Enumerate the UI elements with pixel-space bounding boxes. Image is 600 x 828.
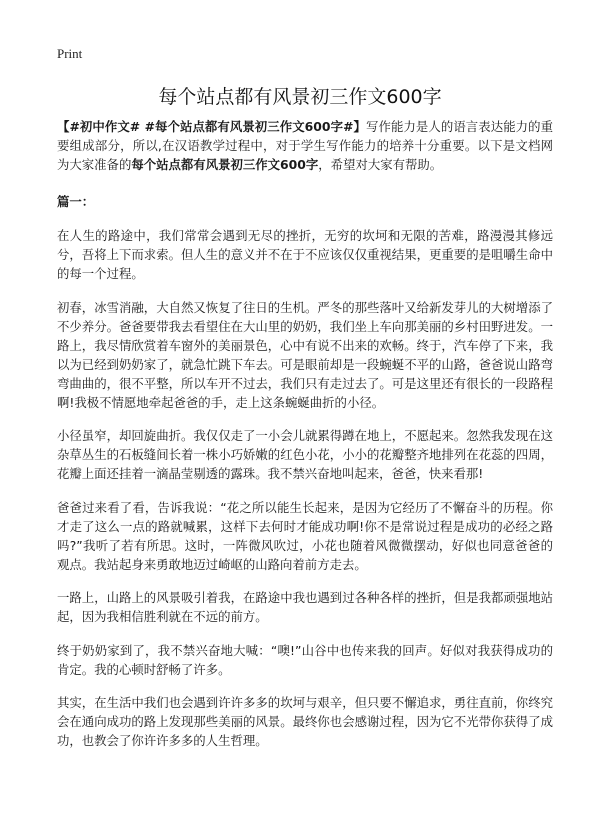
paragraph-7: 其实，在生活中我们也会遇到许许多多的坎坷与艰辛，但只要不懈追求，勇往直前，你终究会在通向成功的路上发现那些美丽的风景。最终你也会感谢过程，因为它不光带你获得了成功，也教会了你许许多多的人生哲理。 <box>57 695 553 748</box>
section-heading: 篇一： <box>57 194 95 209</box>
paragraph-4: 爸爸过来看了看，告诉我说：“花之所以能生长起来，是因为它经历了不懈奋斗的历程。你才走了这么一点的路就喊累，这样下去何时才能成功啊!你不是常说过程是成功的必经之路吗?”我听了若有所思。这时，一阵微风吹过，小花也随着风微微摆动，好似也同意爸爸的观点。我站起身来勇敢地迈过崎岖的山路向着前方走去。 <box>57 499 553 572</box>
intro-paragraph <box>57 117 553 174</box>
intro-tag: 【#初中作文# #每个站点都有风景初三作文600字#】 <box>57 119 367 134</box>
paragraph-1: 在人生的路途中，我们常常会遇到无尽的挫折，无穷的坎坷和无限的苦难，路漫漫其修远兮，吾将上下而求索。但人生的意义并不在于不应该仅仅重视结果，更重要的是咀嚼生命中的每一个过程。 <box>57 228 553 281</box>
page-title: 每个站点都有风景初三作文600字 <box>158 86 442 108</box>
intro-bold-title: 每个站点都有风景初三作文600字 <box>131 157 319 172</box>
intro-text-2: ，希望对大家有帮助。 <box>318 157 443 172</box>
paragraph-3: 小径虽窄，却回旋曲折。我仅仅走了一小会儿就累得蹲在地上，不愿起来。忽然我发现在这杂草丛生的石板缝间长着一株小巧娇嫩的红色小花，小小的花瓣整齐地排列在花蕊的四周，花瓣上面还挂着一滴晶莹剔透的露珠。我不禁兴奋地叫起来，爸爸，快来看那! <box>57 428 553 481</box>
paragraph-6: 终于奶奶家到了，我不禁兴奋地大喊：“噢!”山谷中也传来我的回声。好似对我获得成功的肯定。我的心顿时舒畅了许多。 <box>57 642 553 677</box>
intro-text-1: 写作能力是人的语言表达能力的重要组成部分，所以,在汉语教学过程中，对于学生写作能力的培养十分重要。以下是文档网为大家准备的 <box>57 119 553 172</box>
paragraph-2: 初春，冰雪消融，大自然又恢复了往日的生机。严冬的那些落叶又给新发芽儿的大树增添了不少养分。爸爸要带我去看望住在大山里的奶奶，我们坐上车向那美丽的乡村田野进发。一路上，我尽情欣赏着车窗外的美丽景色，心中有说不出来的欢畅。终于，汽车停了下来，我以为已经到奶奶家了，就急忙跳下车去。可是眼前却是一段蜿蜒不平的山路，爸爸说山路弯弯曲曲的，很不平整，所以车开不过去，我们只有走过去了。可是这里还有很长的一段路程啊!我极不情愿地牵起爸爸的手，走上这条蜿蜒曲折的小径。 <box>57 299 553 410</box>
paragraph-5: 一路上，山路上的风景吸引着我，在路途中我也遇到过各种各样的挫折，但是我都顽强地站起，因为我相信胜利就在不远的前方。 <box>57 590 553 624</box>
document-body <box>57 117 553 765</box>
print-label[interactable]: Print <box>57 46 83 61</box>
